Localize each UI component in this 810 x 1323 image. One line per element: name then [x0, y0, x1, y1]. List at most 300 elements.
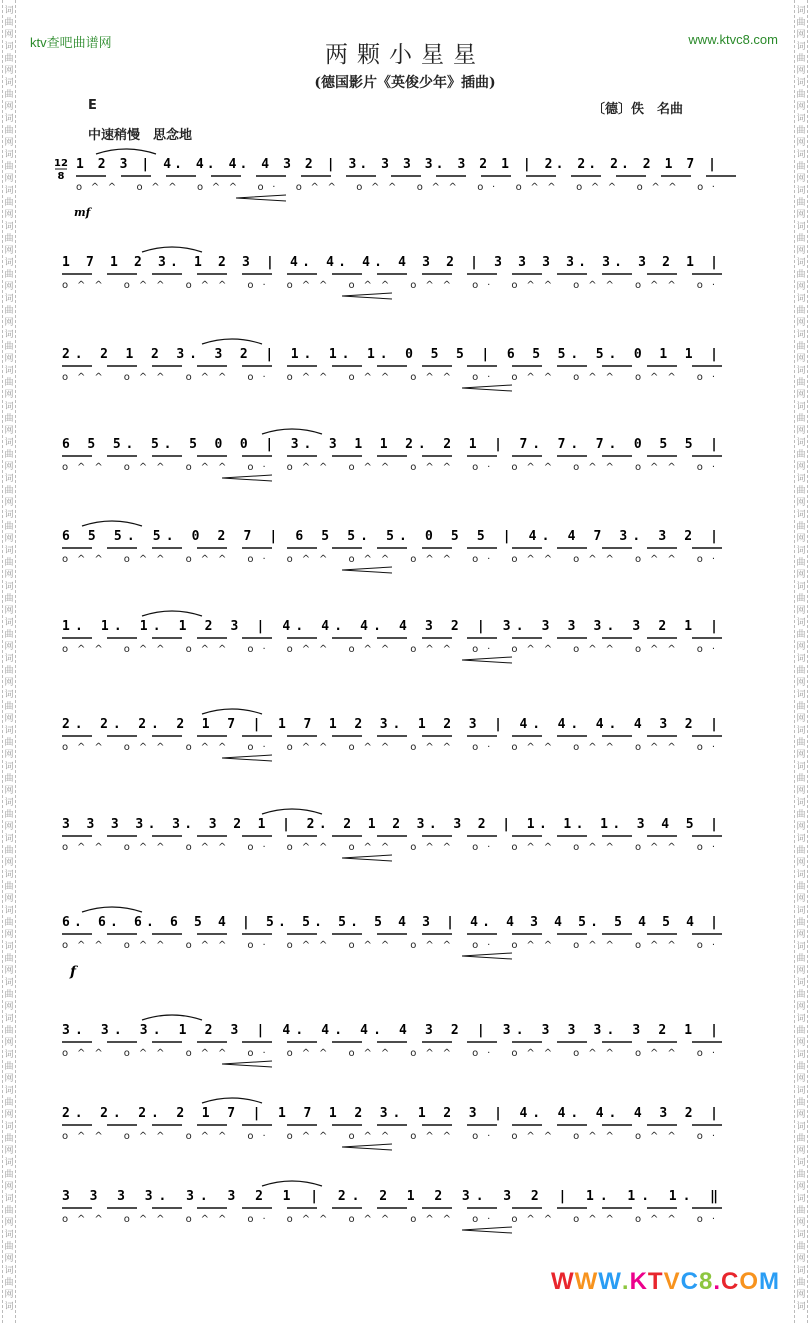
side-watermark-char: 网	[4, 1038, 14, 1048]
rhythm-marks: o^^ o^^ o^^ o· o^^ o^^ o^^ o· o^^ o^^ o^^ o·	[62, 644, 716, 655]
side-watermark-char: 词	[796, 1086, 806, 1096]
side-watermark-char: 词	[796, 150, 806, 160]
logo-letter: 8	[698, 1268, 714, 1295]
side-watermark-char: 曲	[4, 486, 14, 496]
side-watermark-char: 曲	[796, 90, 806, 100]
side-watermark-char: 网	[4, 1074, 14, 1084]
logo-letter: .	[713, 1268, 721, 1295]
side-watermark-char: 词	[4, 1086, 14, 1096]
side-watermark-char: 曲	[796, 774, 806, 784]
notation-text: 3. 3. 3. 1 2 3 | 4. 4. 4. 4 3 2 | 3. 3 3 3. 3 2 1 |	[62, 1023, 719, 1038]
side-watermark-char: 网	[4, 1218, 14, 1228]
side-watermark-char: 网	[4, 426, 14, 436]
side-watermark-char: 网	[4, 1110, 14, 1120]
side-watermark-char: 网	[796, 426, 806, 436]
side-watermark-char: 词	[796, 798, 806, 808]
side-watermark-char: 网	[4, 678, 14, 688]
side-watermark-char: 网	[4, 318, 14, 328]
side-watermark-char: 曲	[4, 954, 14, 964]
side-watermark-char: 词	[4, 870, 14, 880]
side-watermark-char: 网	[796, 1254, 806, 1264]
side-watermark-char: 网	[796, 138, 806, 148]
side-watermark-char: 词	[796, 510, 806, 520]
side-watermark-char: 曲	[4, 702, 14, 712]
score-line	[62, 611, 722, 663]
side-watermark-char: 曲	[796, 558, 806, 568]
song-subtitle: (德国影片《英俊少年》插曲)	[314, 75, 496, 91]
logo-letter: M	[759, 1268, 780, 1295]
side-watermark-char: 网	[796, 246, 806, 256]
side-watermark-char: 曲	[796, 486, 806, 496]
side-watermark-char: 曲	[4, 1062, 14, 1072]
side-watermark-char: 词	[796, 114, 806, 124]
side-watermark-char: 词	[4, 186, 14, 196]
side-watermark-char: 曲	[4, 1170, 14, 1180]
side-watermark-char: 曲	[796, 918, 806, 928]
hairpin-mark	[342, 293, 392, 299]
side-watermark-char: 网	[4, 1182, 14, 1192]
side-watermark-char: 词	[4, 366, 14, 376]
logo-letter: V	[663, 1268, 681, 1295]
side-watermark-char: 词	[4, 402, 14, 412]
side-watermark-char: 曲	[796, 162, 806, 172]
side-watermark-char: 曲	[4, 1242, 14, 1252]
side-watermark-char: 曲	[796, 522, 806, 532]
side-watermark-char: 曲	[796, 18, 806, 28]
side-watermark-char: 曲	[4, 90, 14, 100]
side-watermark-char: 词	[796, 1302, 806, 1312]
side-watermark-char: 网	[4, 1254, 14, 1264]
score-line	[62, 247, 722, 299]
side-watermark-char: 曲	[796, 1278, 806, 1288]
hairpin-mark	[342, 1144, 392, 1150]
side-watermark-char: 曲	[4, 306, 14, 316]
slur-arc	[96, 149, 156, 154]
side-watermark-char: 网	[4, 642, 14, 652]
side-watermark-char: 词	[4, 942, 14, 952]
side-watermark-char: 曲	[4, 270, 14, 280]
side-watermark-char: 曲	[796, 270, 806, 280]
side-watermark-char: 曲	[4, 18, 14, 28]
side-watermark-char: 网	[796, 822, 806, 832]
side-watermark-char: 网	[796, 1110, 806, 1120]
side-watermark-char: 网	[4, 750, 14, 760]
slur-arc	[142, 611, 202, 616]
side-watermark-char: 词	[4, 258, 14, 268]
notation-text: 1 7 1 2 3. 1 2 3 | 4. 4. 4. 4 3 2 | 3 3 3 3. 3. 3 2 1 |	[62, 255, 719, 270]
hairpin-mark	[462, 385, 512, 391]
side-watermark-char: 词	[796, 294, 806, 304]
side-watermark-char: 网	[4, 210, 14, 220]
side-watermark-char: 词	[796, 1050, 806, 1060]
side-watermark-char: 曲	[4, 738, 14, 748]
slur-arc	[202, 709, 262, 714]
site-logo	[551, 1268, 780, 1296]
side-watermark-char: 曲	[796, 1134, 806, 1144]
score-line	[76, 149, 736, 201]
side-watermark-char: 曲	[4, 162, 14, 172]
side-watermark-char: 词	[4, 762, 14, 772]
side-watermark-char: 曲	[796, 234, 806, 244]
side-watermark-char: 网	[4, 714, 14, 724]
side-watermark-char: 曲	[796, 954, 806, 964]
side-watermark-char: 曲	[796, 594, 806, 604]
side-watermark-char: 词	[4, 690, 14, 700]
side-watermark-char: 网	[4, 1146, 14, 1156]
side-watermark-char: 词	[4, 150, 14, 160]
side-watermark-char: 曲	[796, 1206, 806, 1216]
side-watermark-char: 网	[796, 318, 806, 328]
side-watermark-char: 词	[796, 1122, 806, 1132]
side-watermark-char: 网	[4, 174, 14, 184]
side-watermark-char: 网	[796, 714, 806, 724]
side-watermark-char: 词	[796, 942, 806, 952]
side-watermark-char: 曲	[4, 594, 14, 604]
side-watermark-char: 曲	[4, 234, 14, 244]
slur-arc	[262, 429, 322, 434]
rhythm-marks: o^^ o^^ o^^ o· o^^ o^^ o^^ o· o^^ o^^ o^^ o·	[62, 1214, 716, 1225]
side-watermark-char: 词	[4, 1122, 14, 1132]
score-line	[62, 429, 722, 481]
rhythm-marks: o^^ o^^ o^^ o· o^^ o^^ o^^ o· o^^ o^^ o^^ o·	[62, 742, 716, 753]
side-watermark-char: 词	[4, 1194, 14, 1204]
notation-text: 6. 6. 6. 6 5 4 | 5. 5. 5. 5 4 3 | 4. 4 3 4 5. 5 4 5 4 |	[62, 915, 719, 930]
side-watermark-char: 曲	[4, 630, 14, 640]
side-watermark-char: 网	[796, 858, 806, 868]
side-watermark-char: 词	[4, 438, 14, 448]
score-line	[62, 809, 722, 861]
dynamic-forte: f	[70, 964, 77, 980]
side-watermark-char: 曲	[796, 378, 806, 388]
side-watermark-char: 曲	[796, 666, 806, 676]
side-watermark-char: 词	[796, 186, 806, 196]
logo-letter: .	[621, 1268, 630, 1295]
hairpin-mark	[462, 953, 512, 959]
side-watermark-char: 词	[796, 870, 806, 880]
logo-letter: T	[647, 1268, 664, 1295]
side-watermark-char: 词	[796, 906, 806, 916]
side-watermark-char: 网	[4, 66, 14, 76]
side-watermark-char: 网	[4, 606, 14, 616]
side-watermark-char: 词	[4, 78, 14, 88]
slur-arc	[262, 1181, 322, 1186]
side-watermark-char: 网	[4, 822, 14, 832]
side-watermark-char: 词	[4, 114, 14, 124]
side-watermark-char: 网	[4, 930, 14, 940]
notation-text: 6 5 5. 5. 5 0 0 | 3. 3 1 1 2. 2 1 | 7. 7. 7. 0 5 5 |	[62, 437, 719, 452]
slur-arc	[262, 809, 322, 814]
side-watermark-char: 曲	[4, 882, 14, 892]
side-watermark-char: 网	[4, 570, 14, 580]
side-watermark-char: 网	[796, 462, 806, 472]
side-watermark-char: 曲	[796, 810, 806, 820]
side-watermark-char: 网	[796, 174, 806, 184]
side-watermark-char: 网	[4, 102, 14, 112]
side-watermark-char: 词	[4, 978, 14, 988]
side-watermark-char: 词	[4, 834, 14, 844]
logo-letter: C	[680, 1268, 699, 1295]
rhythm-marks: o^^ o^^ o^^ o· o^^ o^^ o^^ o· o^^ o^^ o^^ o·	[62, 280, 716, 291]
side-watermark-char: 网	[4, 1002, 14, 1012]
side-watermark-char: 词	[796, 654, 806, 664]
side-watermark-char: 曲	[4, 558, 14, 568]
side-watermark-char: 网	[796, 102, 806, 112]
side-watermark-char: 曲	[796, 1026, 806, 1036]
side-watermark-char: 词	[796, 1194, 806, 1204]
side-watermark-char: 网	[796, 210, 806, 220]
score-line	[62, 1015, 722, 1067]
side-watermark-char: 词	[4, 42, 14, 52]
side-watermark-char: 网	[4, 786, 14, 796]
side-watermark-char: 网	[796, 66, 806, 76]
side-watermark-char: 曲	[4, 126, 14, 136]
side-watermark-char: 曲	[796, 198, 806, 208]
side-watermark-char: 曲	[4, 54, 14, 64]
side-watermark-char: 网	[4, 138, 14, 148]
side-watermark-char: 曲	[4, 378, 14, 388]
slur-arc	[82, 521, 142, 526]
side-watermark-char: 曲	[4, 1278, 14, 1288]
notation-text: 3 3 3 3. 3. 3 2 1 | 2. 2 1 2 3. 3 2 | 1. 1. 1. 3 4 5 |	[62, 817, 719, 832]
side-watermark-char: 网	[4, 462, 14, 472]
side-watermark-char: 网	[796, 1002, 806, 1012]
side-watermark-char: 网	[4, 354, 14, 364]
side-watermark-char: 词	[796, 438, 806, 448]
side-watermark-char: 词	[796, 978, 806, 988]
side-watermark-char: 词	[4, 582, 14, 592]
side-watermark-char: 网	[796, 606, 806, 616]
hairpin-mark	[462, 1227, 512, 1233]
side-watermark-char: 曲	[796, 1098, 806, 1108]
side-watermark-char: 曲	[796, 414, 806, 424]
score-line	[62, 339, 722, 391]
side-watermark-char: 曲	[796, 990, 806, 1000]
side-watermark-char: 词	[4, 222, 14, 232]
svg-text:8: 8	[57, 171, 65, 182]
side-watermark-char: 词	[796, 6, 806, 16]
side-watermark-char: 网	[796, 1182, 806, 1192]
side-watermark-char: 曲	[4, 450, 14, 460]
side-watermark-char: 曲	[4, 198, 14, 208]
side-watermark-char: 词	[4, 654, 14, 664]
side-watermark-char: 曲	[4, 774, 14, 784]
side-watermark-char: 词	[4, 510, 14, 520]
side-watermark-char: 网	[796, 642, 806, 652]
side-watermark-char: 词	[4, 6, 14, 16]
score-line	[62, 1181, 722, 1233]
side-watermark-char: 词	[796, 474, 806, 484]
side-watermark-char: 曲	[796, 630, 806, 640]
composer-credit: 〔德〕佚 名曲	[592, 102, 684, 117]
hairpin-mark	[222, 755, 272, 761]
rhythm-marks: o^^ o^^ o^^ o· o^^ o^^ o^^ o· o^^ o^^ o^^ o·	[62, 554, 716, 565]
notation-text: 3 3 3 3. 3. 3 2 1 | 2. 2 1 2 3. 3 2 | 1. 1. 1. ‖	[62, 1189, 719, 1204]
side-watermark-char: 词	[796, 582, 806, 592]
side-watermark-char: 曲	[796, 882, 806, 892]
side-watermark-char: 网	[796, 534, 806, 544]
side-watermark-char: 曲	[4, 846, 14, 856]
logo-letter: K	[629, 1268, 648, 1295]
logo-letter: C	[720, 1268, 740, 1295]
side-watermark-char: 词	[4, 330, 14, 340]
side-watermark-char: 网	[796, 1290, 806, 1300]
side-watermark-char: 词	[4, 1014, 14, 1024]
side-watermark-char: 词	[796, 1158, 806, 1168]
side-watermark-char: 曲	[4, 918, 14, 928]
side-watermark-char: 网	[796, 354, 806, 364]
score-line	[62, 709, 722, 761]
side-watermark-char: 网	[796, 750, 806, 760]
side-watermark-char: 曲	[4, 414, 14, 424]
side-watermark-char: 网	[796, 1074, 806, 1084]
side-watermark-char: 词	[796, 78, 806, 88]
side-watermark-char: 网	[796, 1218, 806, 1228]
side-watermark-char: 网	[796, 966, 806, 976]
time-signature	[54, 158, 68, 182]
hairpin-mark	[342, 567, 392, 573]
side-watermark-char: 词	[796, 1230, 806, 1240]
side-watermark-char: 曲	[796, 1062, 806, 1072]
notation-text: 1 2 3 | 4. 4. 4. 4 3 2 | 3. 3 3 3. 3 2 1 | 2. 2. 2. 2 1 7 |	[76, 157, 717, 172]
side-watermark-char: 词	[4, 1230, 14, 1240]
side-watermark-char: 曲	[796, 702, 806, 712]
side-watermark-char: 词	[796, 402, 806, 412]
key-signature: E	[88, 98, 97, 113]
song-title: 两颗小星星	[325, 42, 485, 68]
side-watermark-char: 词	[796, 834, 806, 844]
side-watermark-char: 词	[796, 366, 806, 376]
side-watermark-char: 曲	[796, 1170, 806, 1180]
logo-letter: O	[739, 1268, 759, 1295]
side-watermark-char: 词	[4, 474, 14, 484]
side-watermark-char: 词	[796, 330, 806, 340]
side-watermark-char: 曲	[4, 1206, 14, 1216]
side-watermark-char: 曲	[796, 126, 806, 136]
rhythm-marks: o^^ o^^ o^^ o· o^^ o^^ o^^ o· o^^ o^^ o^^ o·	[62, 462, 716, 473]
svg-text:12: 12	[54, 158, 68, 169]
logo-letter: W	[574, 1268, 599, 1295]
side-watermark-char: 词	[4, 1302, 14, 1312]
side-watermark-char: 曲	[796, 54, 806, 64]
notation-text: 2. 2. 2. 2 1 7 | 1 7 1 2 3. 1 2 3 | 4. 4. 4. 4 3 2 |	[62, 717, 719, 732]
dynamic-mf: mf	[74, 206, 91, 219]
side-watermark-char: 词	[4, 726, 14, 736]
side-watermark-char: 词	[796, 762, 806, 772]
side-watermark-char: 曲	[4, 1134, 14, 1144]
side-watermark-char: 网	[796, 30, 806, 40]
rhythm-marks: o^^ o^^ o^^ o· o^^ o^^ o^^ o· o^^ o^^ o^^ o·	[62, 842, 716, 853]
side-watermark-char: 曲	[4, 522, 14, 532]
rhythm-marks: o^^ o^^ o^^ o· o^^ o^^ o^^ o· o^^ o^^ o^^ o·	[62, 1048, 716, 1059]
notation-text: 2. 2 1 2 3. 3 2 | 1. 1. 1. 0 5 5 | 6 5 5. 5. 0 1 1 |	[62, 347, 719, 362]
side-watermark-char: 词	[796, 1266, 806, 1276]
side-watermark-char: 曲	[796, 306, 806, 316]
site-watermark-right[interactable]: www.ktvc8.com	[688, 32, 778, 47]
slur-arc	[202, 1098, 262, 1103]
side-watermark-char: 网	[796, 786, 806, 796]
side-watermark-char: 网	[4, 966, 14, 976]
slur-arc	[142, 1015, 202, 1020]
side-watermark-char: 词	[4, 1050, 14, 1060]
side-watermark-char: 曲	[796, 846, 806, 856]
score-line	[62, 1098, 722, 1150]
side-watermark-char: 网	[796, 498, 806, 508]
side-watermark-char: 词	[4, 546, 14, 556]
side-watermark-char: 网	[796, 1146, 806, 1156]
side-watermark-char: 网	[796, 894, 806, 904]
tempo-marking: 中速稍慢 思念地	[88, 128, 193, 143]
logo-letter: W	[550, 1268, 575, 1295]
notation-text: 1. 1. 1. 1 2 3 | 4. 4. 4. 4 3 2 | 3. 3 3 3. 3 2 1 |	[62, 619, 719, 634]
side-watermark-char: 曲	[796, 738, 806, 748]
side-watermark-char: 曲	[4, 810, 14, 820]
logo-letter: W	[598, 1268, 622, 1295]
site-watermark-left[interactable]: ktv查吧曲谱网	[30, 35, 112, 50]
side-watermark-char: 网	[4, 246, 14, 256]
side-watermark-char: 词	[4, 294, 14, 304]
side-watermark-char: 网	[4, 390, 14, 400]
rhythm-marks: o^^ o^^ o^^ o· o^^ o^^ o^^ o· o^^ o^^ o^^ o·	[62, 372, 716, 383]
score-line	[62, 521, 722, 573]
side-watermark-char: 网	[4, 1290, 14, 1300]
side-watermark-char: 曲	[4, 1098, 14, 1108]
side-watermark-char: 词	[4, 1266, 14, 1276]
hairpin-mark	[222, 1061, 272, 1067]
side-watermark-char: 词	[4, 798, 14, 808]
side-watermark-char: 网	[796, 930, 806, 940]
hairpin-mark	[462, 657, 512, 663]
side-watermark-char: 曲	[4, 990, 14, 1000]
side-watermark-char: 网	[4, 858, 14, 868]
side-watermark-char: 网	[796, 1038, 806, 1048]
side-watermark-char: 网	[4, 282, 14, 292]
side-watermark-char: 词	[796, 690, 806, 700]
rhythm-marks: o^^ o^^ o^^ o· o^^ o^^ o^^ o· o^^ o^^ o^^ o·	[76, 182, 715, 193]
side-watermark-char: 词	[4, 618, 14, 628]
side-watermark-char: 曲	[4, 342, 14, 352]
hairpin-mark	[222, 475, 272, 481]
side-watermark-char: 网	[796, 570, 806, 580]
side-watermark-char: 词	[796, 258, 806, 268]
rhythm-marks: o^^ o^^ o^^ o· o^^ o^^ o^^ o· o^^ o^^ o^^ o·	[62, 1131, 716, 1142]
side-watermark-char: 词	[796, 1014, 806, 1024]
side-watermark-char: 词	[796, 222, 806, 232]
side-watermark-char: 网	[796, 390, 806, 400]
rhythm-marks: o^^ o^^ o^^ o· o^^ o^^ o^^ o· o^^ o^^ o^^ o·	[62, 940, 716, 951]
side-watermark-char: 词	[796, 618, 806, 628]
side-watermark-char: 网	[4, 894, 14, 904]
slur-arc	[82, 907, 142, 912]
side-watermark-char: 网	[796, 678, 806, 688]
side-watermark-char: 曲	[796, 1242, 806, 1252]
hairpin-mark	[342, 855, 392, 861]
side-watermark-char: 词	[4, 906, 14, 916]
notation-text: 2. 2. 2. 2 1 7 | 1 7 1 2 3. 1 2 3 | 4. 4. 4. 4 3 2 |	[62, 1106, 719, 1121]
notation-text: 6 5 5. 5. 0 2 7 | 6 5 5. 5. 0 5 5 | 4. 4 7 3. 3 2 |	[62, 529, 719, 544]
side-watermark-char: 曲	[796, 450, 806, 460]
side-watermark-char: 曲	[4, 1026, 14, 1036]
side-watermark-char: 网	[4, 498, 14, 508]
slur-arc	[142, 247, 202, 252]
side-watermark-char: 词	[796, 726, 806, 736]
side-watermark-char: 网	[796, 282, 806, 292]
side-watermark-char: 网	[4, 30, 14, 40]
score-line	[62, 907, 722, 959]
slur-arc	[202, 339, 262, 344]
side-watermark-char: 曲	[4, 666, 14, 676]
side-watermark-char: 网	[4, 534, 14, 544]
side-watermark-char: 曲	[796, 342, 806, 352]
